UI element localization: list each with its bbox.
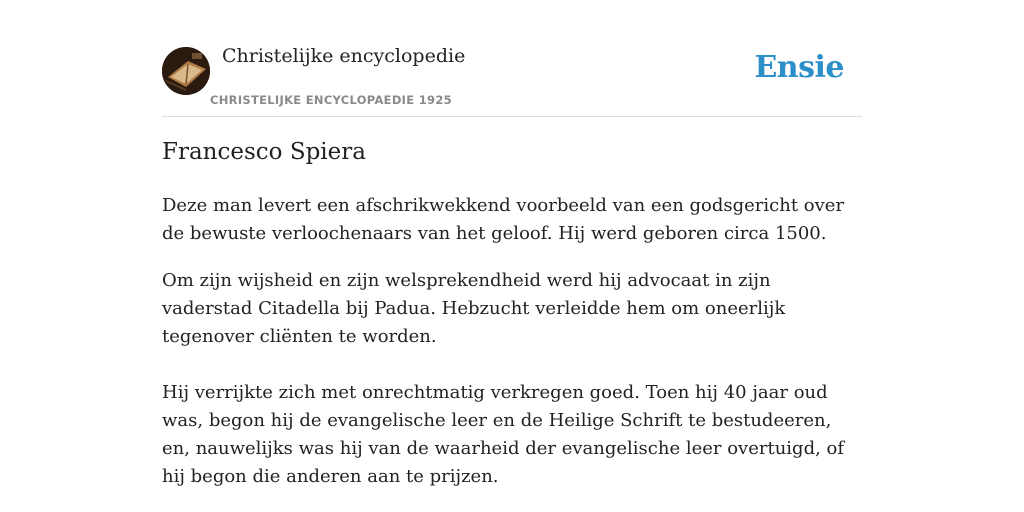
article-title: Francesco Spiera — [162, 139, 366, 165]
article-paragraph: Hij verrijkte zich met onrechtmatig verkregen goed. Toen hij 40 jaar oud was, begon hij de evangelische leer en de Heilige Schrift te bestudeeren, en, nauwelijks was hij van de waarheid der evangelische leer overtuigd, of hij begon die anderen aan te prijzen. — [162, 382, 845, 487]
page — [162, 0, 862, 512]
site-header — [162, 0, 862, 117]
article-paragraph: Deze man levert een afschrikwekkend voorbeeld van een godsgericht over de bewuste verloochenaars van het geloof. Hij werd geboren circa 1500. — [162, 195, 845, 244]
site-title[interactable]: Christelijke encyclopedie — [222, 45, 466, 67]
article-body — [162, 192, 862, 491]
book-photo-icon[interactable] — [162, 47, 210, 95]
ensie-logo-link[interactable]: Ensie — [754, 50, 844, 85]
article-paragraph: Om zijn wijsheid en zijn welsprekendheid werd hij advocaat in zijn vaderstad Citadella bij Padua. Hebzucht verleidde hem om oneerlijk tegenover cliënten te worden. — [162, 270, 786, 347]
site-subtitle[interactable]: CHRISTELIJKE ENCYCLOPAEDIE 1925 — [210, 93, 452, 107]
